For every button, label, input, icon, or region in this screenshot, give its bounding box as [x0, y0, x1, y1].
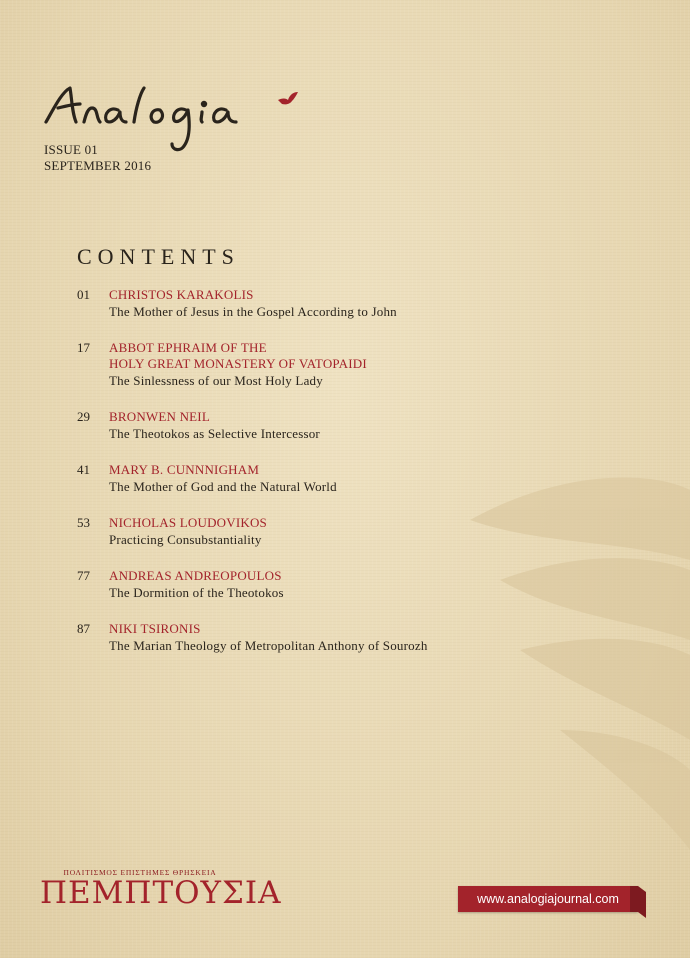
toc-entry[interactable]	[77, 409, 637, 442]
toc-author: NICHOLAS LOUDOVIKOS	[109, 515, 267, 530]
publisher-logo	[40, 868, 282, 911]
toc-entry[interactable]	[77, 340, 637, 389]
toc-entry[interactable]	[77, 287, 637, 320]
toc-article-title: The Mother of Jesus in the Gospel According to John	[109, 304, 397, 319]
issue-info	[44, 142, 151, 174]
toc-article-title: The Marian Theology of Metropolitan Anthony of Sourozh	[109, 638, 428, 653]
toc-author: MARY B. CUNNNIGHAM	[109, 462, 260, 477]
toc-page-number: 77	[77, 568, 90, 583]
toc-article-title: The Sinlessness of our Most Holy Lady	[109, 373, 323, 388]
ribbon-fold-icon	[630, 886, 646, 918]
toc-author: ABBOT EPHRAIM OF THE	[109, 340, 267, 355]
toc-author: CHRISTOS KARAKOLIS	[109, 287, 254, 302]
toc-entry[interactable]	[77, 462, 637, 495]
toc-page-number: 17	[77, 340, 90, 355]
toc-author: NIKI TSIRONIS	[109, 621, 201, 636]
issue-number: ISSUE 01	[44, 142, 98, 157]
table-of-contents	[77, 287, 637, 674]
dove-icon	[276, 90, 300, 108]
toc-entry[interactable]	[77, 568, 637, 601]
toc-article-title: The Dormition of the Theotokos	[109, 585, 284, 600]
toc-author: ANDREAS ANDREOPOULOS	[109, 568, 282, 583]
toc-page-number: 29	[77, 409, 90, 424]
contents-heading: CONTENTS	[77, 244, 240, 269]
toc-page-number: 87	[77, 621, 90, 636]
toc-article-title: The Theotokos as Selective Intercessor	[109, 426, 320, 441]
toc-article-title: The Mother of God and the Natural World	[109, 479, 337, 494]
toc-article-title: Practicing Consubstantiality	[109, 532, 262, 547]
publisher-tagline: ΠΟΛΙΤΙΣΜΟΣ ΕΠΙΣΤΗΜΕΣ ΘΡΗΣΚΕΙΑ	[63, 868, 217, 877]
toc-page-number: 01	[77, 287, 90, 302]
website-link[interactable]: www.analogiajournal.com	[458, 886, 638, 912]
issue-date: SEPTEMBER 2016	[44, 158, 152, 173]
toc-page-number: 53	[77, 515, 90, 530]
toc-entry[interactable]	[77, 621, 637, 654]
toc-page-number: 41	[77, 462, 90, 477]
toc-author: BRONWEN NEIL	[109, 409, 210, 424]
publisher-name: ΠΕΜΠΤΟΥΣΙΑ	[40, 875, 282, 911]
toc-author-line-2: HOLY GREAT MONASTERY OF VATOPAIDI	[109, 356, 367, 371]
toc-entry[interactable]	[77, 515, 637, 548]
